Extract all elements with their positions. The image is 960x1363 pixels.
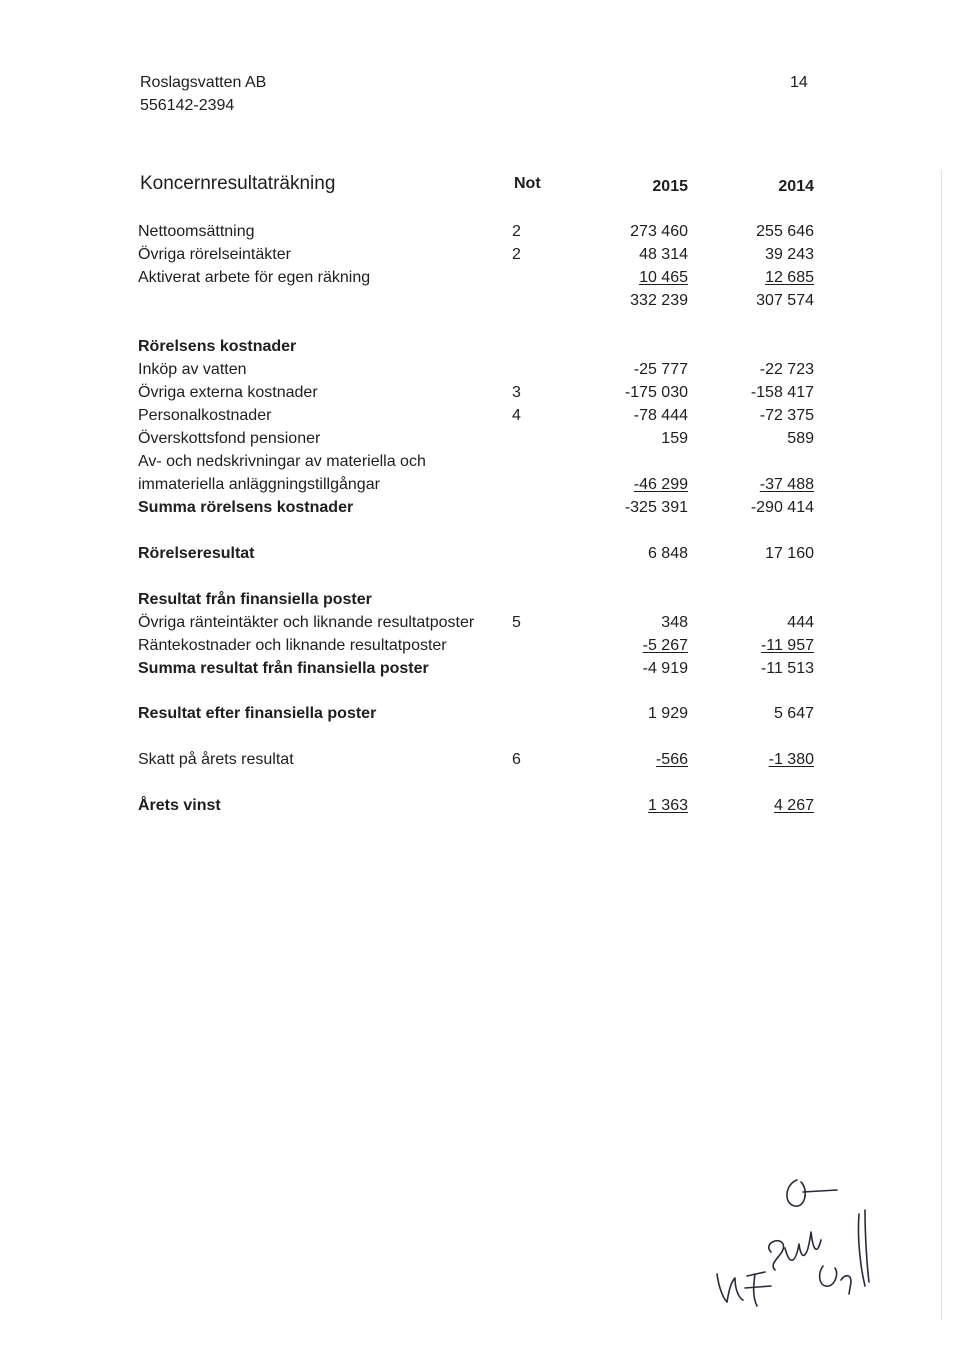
row-summa-rorelsens-kostnader	[0, 498, 960, 521]
row-note: 4	[512, 407, 521, 424]
statement-title: Koncernresultaträkning	[140, 173, 336, 194]
row-nettoomsattning	[0, 222, 960, 245]
section-rorelsens-kostnader	[0, 337, 960, 360]
value-2015: -4 919	[642, 660, 688, 677]
value-2014: 12 685	[765, 269, 814, 286]
row-ovriga-rorelseintakter	[0, 245, 960, 268]
row-ranteintakter	[0, 613, 960, 636]
row-personalkostnader	[0, 406, 960, 429]
row-note: 2	[512, 223, 521, 240]
row-overskottsfond	[0, 429, 960, 452]
value-2014: -158 417	[750, 384, 814, 401]
value-2015: 332 239	[630, 292, 688, 309]
row-label: immateriella anläggningstillgångar	[138, 476, 380, 493]
value-2014: -290 414	[750, 499, 814, 516]
section-finansiella-poster	[0, 590, 960, 613]
row-label: Inköp av vatten	[138, 361, 247, 378]
row-label: Årets vinst	[138, 797, 221, 814]
value-2014: 4 267	[773, 797, 814, 814]
row-arets-vinst	[0, 796, 960, 819]
row-label: Aktiverat arbete för egen räkning	[138, 269, 371, 286]
row-label: Skatt på årets resultat	[138, 751, 294, 768]
value-2015: 1 929	[647, 705, 688, 722]
value-2015: -25 777	[633, 361, 688, 378]
row-skatt	[0, 750, 960, 773]
page-number: 14	[790, 74, 808, 91]
row-label: Summa resultat från finansiella poster	[138, 660, 429, 677]
column-header-2014: 2014	[778, 178, 814, 195]
row-label: Rörelseresultat	[138, 545, 255, 562]
row-note: 2	[512, 246, 521, 263]
section-heading: Rörelsens kostnader	[138, 338, 297, 355]
company-name: Roslagsvatten AB	[140, 74, 267, 91]
row-aktiverat-arbete	[0, 268, 960, 291]
row-rantekostnader	[0, 636, 960, 659]
row-note: 5	[512, 614, 521, 631]
value-2014: -37 488	[759, 476, 814, 493]
value-2014: 5 647	[773, 705, 814, 722]
value-2014: -11 957	[760, 637, 814, 654]
row-resultat-efter-finansiella	[0, 704, 960, 727]
value-2015: 10 465	[639, 269, 688, 286]
value-2014: 255 646	[756, 223, 814, 240]
row-summa-intakter	[0, 291, 960, 314]
row-inkop-vatten	[0, 360, 960, 383]
row-label: Överskottsfond pensioner	[138, 430, 321, 447]
section-heading: Resultat från finansiella poster	[138, 591, 372, 608]
value-2014: 39 243	[765, 246, 814, 263]
value-2014: 17 160	[765, 545, 814, 562]
row-label: Personalkostnader	[138, 407, 272, 424]
column-header-2015: 2015	[652, 178, 688, 195]
value-2015: -46 299	[633, 476, 688, 493]
value-2015: 273 460	[630, 223, 688, 240]
row-label: Av- och nedskrivningar av materiella och	[138, 453, 426, 470]
signature-scrawl-middle	[769, 1232, 821, 1270]
row-label: Resultat efter finansiella poster	[138, 705, 377, 722]
row-label: Nettoomsättning	[138, 223, 255, 240]
value-2014: 444	[787, 614, 814, 631]
value-2015: 6 848	[647, 545, 688, 562]
value-2014: 307 574	[756, 292, 814, 309]
value-2014: 589	[787, 430, 814, 447]
handwritten-signatures	[705, 1170, 895, 1320]
row-label: Summa rörelsens kostnader	[138, 499, 354, 516]
value-2015: 159	[661, 430, 688, 447]
column-header-not: Not	[514, 175, 541, 192]
value-2014: -1 380	[768, 751, 814, 768]
row-summa-finansiella	[0, 659, 960, 682]
value-2014: -11 513	[760, 660, 814, 677]
value-2015: 48 314	[639, 246, 688, 263]
row-rorelseresultat	[0, 544, 960, 567]
row-label: Övriga ränteintäkter och liknande resultatposter	[138, 614, 475, 631]
row-avskrivningar	[0, 475, 960, 498]
row-note: 6	[512, 751, 521, 768]
signature-initials-right	[820, 1266, 851, 1294]
signature-initials-left	[717, 1272, 771, 1306]
org-number: 556142-2394	[140, 97, 235, 114]
signature-initials-top	[787, 1180, 837, 1206]
row-avskrivningar-line1	[0, 452, 960, 475]
scan-edge-line	[941, 170, 942, 1320]
value-2015: -325 391	[624, 499, 688, 516]
row-ovriga-externa	[0, 383, 960, 406]
row-label: Övriga externa kostnader	[138, 384, 318, 401]
row-note: 3	[512, 384, 521, 401]
value-2015: -78 444	[633, 407, 688, 424]
row-label: Räntekostnader och liknande resultatposter	[138, 637, 447, 654]
value-2014: -22 723	[759, 361, 814, 378]
value-2015: -5 267	[642, 637, 688, 654]
value-2014: -72 375	[759, 407, 814, 424]
value-2015: 348	[661, 614, 688, 631]
value-2015: 1 363	[647, 797, 688, 814]
row-label: Övriga rörelseintäkter	[138, 246, 291, 263]
signature-stroke-right	[858, 1210, 869, 1286]
value-2015: -175 030	[624, 384, 688, 401]
value-2015: -566	[655, 751, 688, 768]
